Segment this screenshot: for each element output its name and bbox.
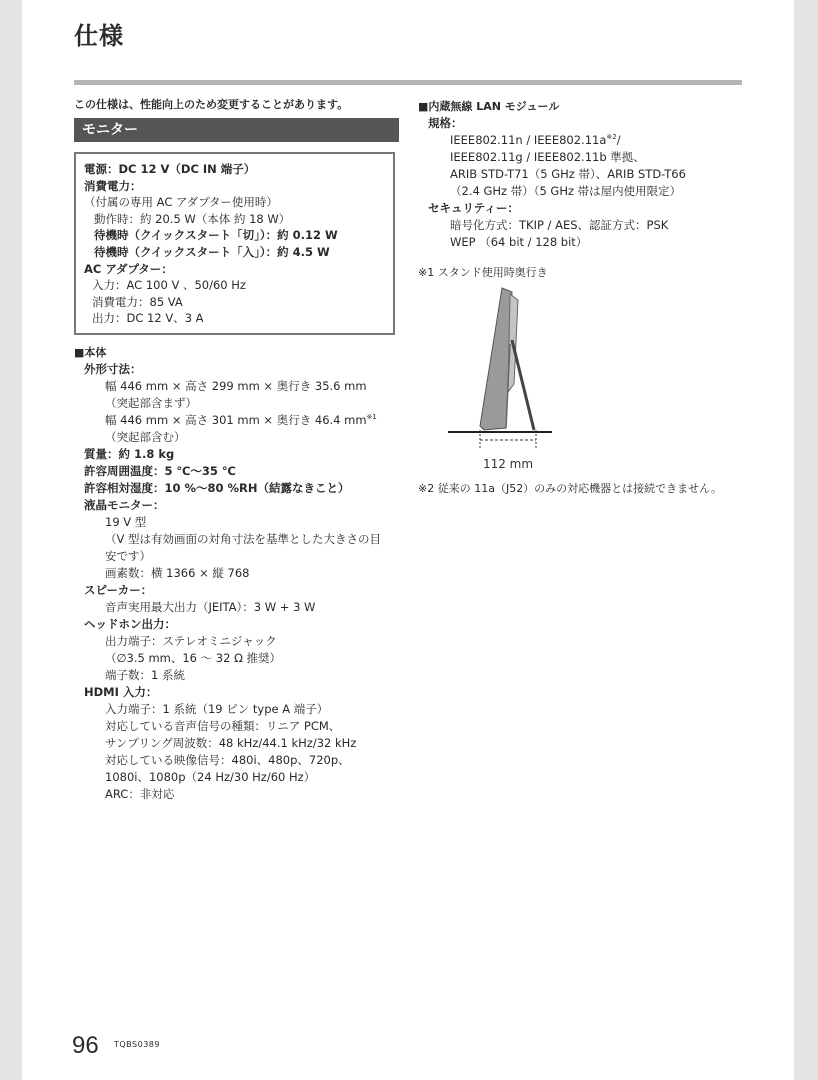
monitor-spec-box: [74, 152, 395, 335]
body-spec-section: [74, 344, 404, 803]
monitor-line: 待機時（クイックスタート「入」）：約 4.5 W: [94, 244, 330, 259]
size-line: （突起部含む）: [105, 430, 186, 444]
monitor-line: 待機時（クイックスタート「切」）：約 0.12 W: [94, 228, 338, 243]
size-line: （突起部含まず）: [105, 396, 197, 410]
hdmi-line: サンプリング周波数：48 kHz/44.1 kHz/32 kHz: [105, 736, 357, 750]
humidity-line: 許容相対湿度：10 %～80 %RH（結露なきこと）: [84, 481, 350, 495]
headphone-line: 出力端子：ステレオミニジャック: [105, 634, 277, 648]
standard-line: （2.4 GHz 帯）（5 GHz 帯は屋内使用限定）: [450, 184, 682, 198]
monitor-line: 動作時：約 20.5 W（本体 約 18 W）: [94, 211, 291, 226]
lan-heading: ■内蔵無線 LAN モジュール: [418, 100, 560, 113]
footnote-ref: ※2: [606, 133, 617, 142]
monitor-side-illustration: [480, 288, 534, 430]
hdmi-line: 入力端子：1 系統（19 ピン type A 端子）: [105, 702, 329, 716]
security-line: 暗号化方式：TKIP / AES、認証方式：PSK: [450, 218, 669, 232]
headphone-line: （∅3.5 mm、16 ～ 32 Ω 推奨）: [105, 651, 282, 665]
footnote-1: ※1 スタンド使用時奥行き: [418, 266, 548, 279]
standard-line-tail: /: [616, 133, 621, 147]
size-label: 外形寸法：: [84, 362, 142, 376]
footnote-ref: ※1: [366, 413, 377, 422]
document-code: TQBS0389: [114, 1040, 160, 1049]
standard-label: 規格：: [428, 116, 463, 130]
page-title: 仕様: [74, 22, 124, 50]
wireless-lan-section: [418, 98, 758, 251]
standard-line: ARIB STD-T71（5 GHz 帯）、ARIB STD-T66: [450, 167, 686, 181]
hdmi-line: 対応している映像信号：480i、480p、720p、: [105, 753, 350, 767]
hdmi-label: HDMI 入力：: [84, 685, 158, 699]
standard-line: IEEE802.11g / IEEE802.11b 準拠、: [450, 150, 645, 164]
speaker-label: スピーカー：: [84, 583, 153, 597]
depth-dimension-label: 112 mm: [482, 457, 534, 471]
temperature-line: 許容周囲温度：5 ℃～35 ℃: [84, 464, 236, 478]
hdmi-line: 対応している音声信号の種類：リニア PCM、: [105, 719, 341, 733]
title-rule: [74, 80, 742, 85]
lcd-line: 画素数：横 1366 × 縦 768: [105, 566, 250, 580]
security-line: WEP （64 bit / 128 bit）: [450, 235, 588, 249]
monitor-power-line: [84, 161, 385, 178]
monitor-line: 出力：DC 12 V、3 A: [92, 311, 204, 326]
lcd-line: （V 型は有効画面の対角寸法を基準とした大きさの目: [105, 532, 382, 546]
monitor-line: AC アダプター：: [84, 261, 173, 276]
monitor-line: 入力：AC 100 V 、50/60 Hz: [92, 278, 246, 293]
body-heading: ■本体: [74, 346, 107, 359]
lcd-label: 液晶モニター：: [84, 498, 165, 512]
hdmi-line: 1080i、1080p（24 Hz/30 Hz/60 Hz）: [105, 770, 316, 784]
monitor-line: 電源：DC 12 V（DC IN 端子）: [84, 162, 256, 176]
footnote-2: ※2 従来の 11a（J52）のみの対応機器とは接続できません。: [418, 482, 722, 495]
monitor-heading: モニター: [74, 118, 399, 142]
monitor-line: 消費電力：85 VA: [92, 294, 183, 309]
page-number: 96: [72, 1032, 99, 1059]
size-line: 幅 446 mm × 高さ 299 mm × 奥行き 35.6 mm: [105, 379, 367, 393]
standard-line: IEEE802.11n / IEEE802.11a: [450, 133, 607, 147]
headphone-line: 端子数：1 系統: [105, 668, 185, 682]
standard-line-with-note: [418, 132, 758, 149]
intro-note: この仕様は、性能向上のため変更することがあります。: [74, 98, 349, 111]
stand-depth-figure: [440, 280, 560, 475]
monitor-line: （付属の専用 AC アダプター使用時）: [84, 195, 278, 210]
lcd-line: 19 V 型: [105, 515, 147, 529]
lcd-line: 安です）: [105, 549, 151, 563]
security-label: セキュリティー：: [428, 201, 519, 215]
size-line-with-note: [74, 412, 404, 429]
speaker-line: 音声実用最大出力（JEITA）：3 W + 3 W: [105, 600, 316, 614]
headphone-label: ヘッドホン出力：: [84, 617, 176, 631]
monitor-line: 消費電力：: [84, 178, 142, 193]
size-line: 幅 446 mm × 高さ 301 mm × 奥行き 46.4 mm: [105, 413, 367, 427]
document-page: [22, 0, 794, 1080]
mass-line: 質量：約 1.8 kg: [84, 447, 175, 461]
hdmi-line: ARC：非対応: [105, 787, 175, 801]
